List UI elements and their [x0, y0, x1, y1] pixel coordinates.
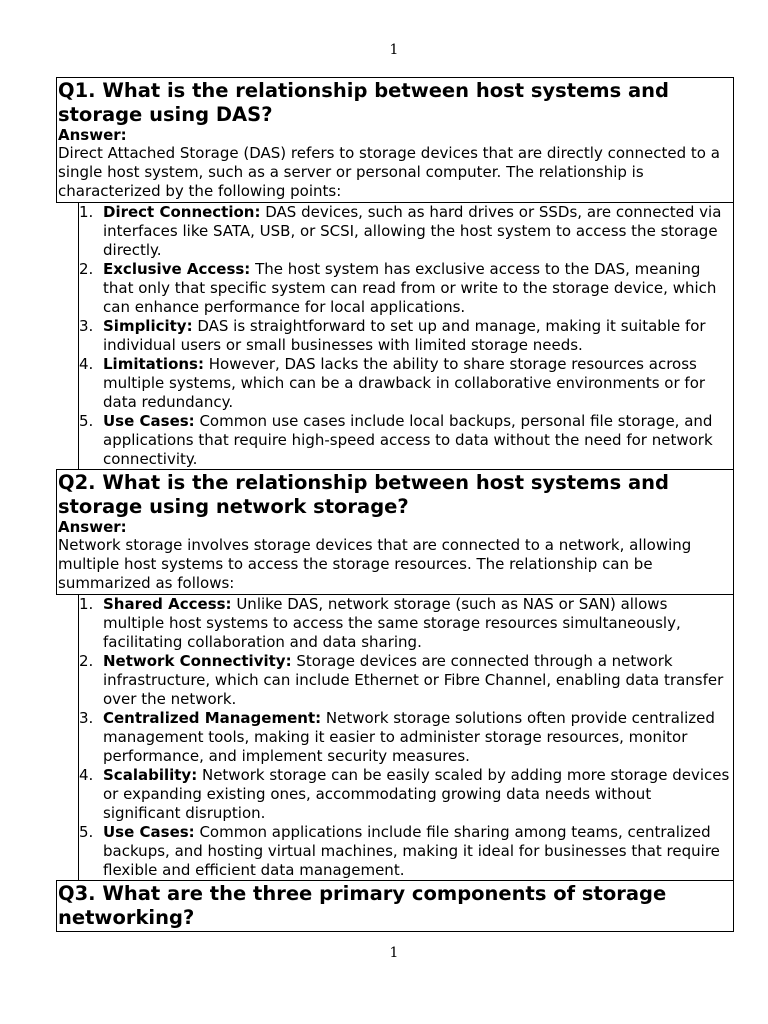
list-item: [79, 317, 732, 355]
list-term: Centralized Management:: [103, 709, 322, 727]
list-number: 3.: [79, 709, 94, 727]
list-number: 1.: [79, 203, 94, 221]
list-item: [79, 652, 732, 709]
list-text: DAS devices, such as hard drives or SSDs, are connected via interfaces like SATA, USB, or SCSI, allowing the host system to access the storage directly.: [103, 203, 722, 259]
question-title: Q3. What are the three primary components of storage networking?: [58, 882, 667, 929]
list-number: 4.: [79, 766, 94, 784]
answer-list-q1: [78, 202, 734, 470]
list-term: Scalability:: [103, 766, 198, 784]
list-number: 5.: [79, 412, 94, 430]
document-body: [56, 77, 734, 932]
list-text: Network storage solutions often provide centralized management tools, making it easier to administer storage resources, monitor performance, and implement security measures.: [103, 709, 715, 765]
list-term: Use Cases:: [103, 823, 195, 841]
list-text: Network storage can be easily scaled by adding more storage devices or expanding existing ones, accommodating growing data needs without significant disruption.: [103, 766, 730, 822]
list-text: However, DAS lacks the ability to share storage resources across multiple systems, which can be a drawback in collaborative environments or for data redundancy.: [103, 355, 706, 411]
list-term: Exclusive Access:: [103, 260, 251, 278]
list-text: Storage devices are connected through a network infrastructure, which can include Ethernet or Fibre Channel, enabling data transfer over the network.: [103, 652, 724, 708]
list-number: 2.: [79, 652, 94, 670]
page-number-header: 1: [389, 42, 399, 58]
list-number: 2.: [79, 260, 94, 278]
question-box-q2: [56, 469, 734, 595]
question-title: Q2. What is the relationship between host systems and storage using network storage?: [58, 471, 670, 518]
list-item: [79, 709, 732, 766]
list-item: [79, 260, 732, 317]
list-number: 1.: [79, 595, 94, 613]
list-text: Common use cases include local backups, personal file storage, and applications that require high-speed access to data without the need for network connectivity.: [103, 412, 713, 468]
list-text: The host system has exclusive access to the DAS, meaning that only that specific system can read from or write to the storage device, which can enhance performance for local applications.: [103, 260, 717, 316]
list-text: Unlike DAS, network storage (such as NAS or SAN) allows multiple host systems to access the same storage resources simultaneously, facilitating collaboration and data sharing.: [103, 595, 681, 651]
list-term: Limitations:: [103, 355, 204, 373]
answer-list-q2: [78, 594, 734, 881]
list-number: 4.: [79, 355, 94, 373]
list-text: DAS is straightforward to set up and manage, making it suitable for individual users or small businesses with limited storage needs.: [103, 317, 706, 354]
question-title: Q1. What is the relationship between host systems and storage using DAS?: [58, 79, 670, 126]
list-number: 5.: [79, 823, 94, 841]
question-box-q3: [56, 880, 734, 932]
list-term: Shared Access:: [103, 595, 232, 613]
list-text: Common applications include file sharing among teams, centralized backups, and hosting virtual machines, making it ideal for businesses that require flexible and efficient data management.: [103, 823, 720, 879]
list-item: [79, 766, 732, 823]
list-item: [79, 355, 732, 412]
answer-label: Answer:: [58, 518, 127, 536]
list-term: Use Cases:: [103, 412, 195, 430]
list-item: [79, 823, 732, 880]
list-term: Simplicity:: [103, 317, 193, 335]
list-term: Network Connectivity:: [103, 652, 292, 670]
answer-label: Answer:: [58, 126, 127, 144]
answer-intro: Direct Attached Storage (DAS) refers to storage devices that are directly connected to a single host system, such as a server or personal computer. The relationship is characterized by the following points:: [58, 144, 720, 200]
page-number-footer: 1: [389, 945, 399, 961]
list-item: [79, 203, 732, 260]
list-number: 3.: [79, 317, 94, 335]
list-term: Direct Connection:: [103, 203, 261, 221]
list-item: [79, 412, 732, 469]
answer-intro: Network storage involves storage devices that are connected to a network, allowing multiple host systems to access the storage resources. The relationship can be summarized as follows:: [58, 536, 692, 592]
list-item: [79, 595, 732, 652]
question-box-q1: [56, 77, 734, 203]
